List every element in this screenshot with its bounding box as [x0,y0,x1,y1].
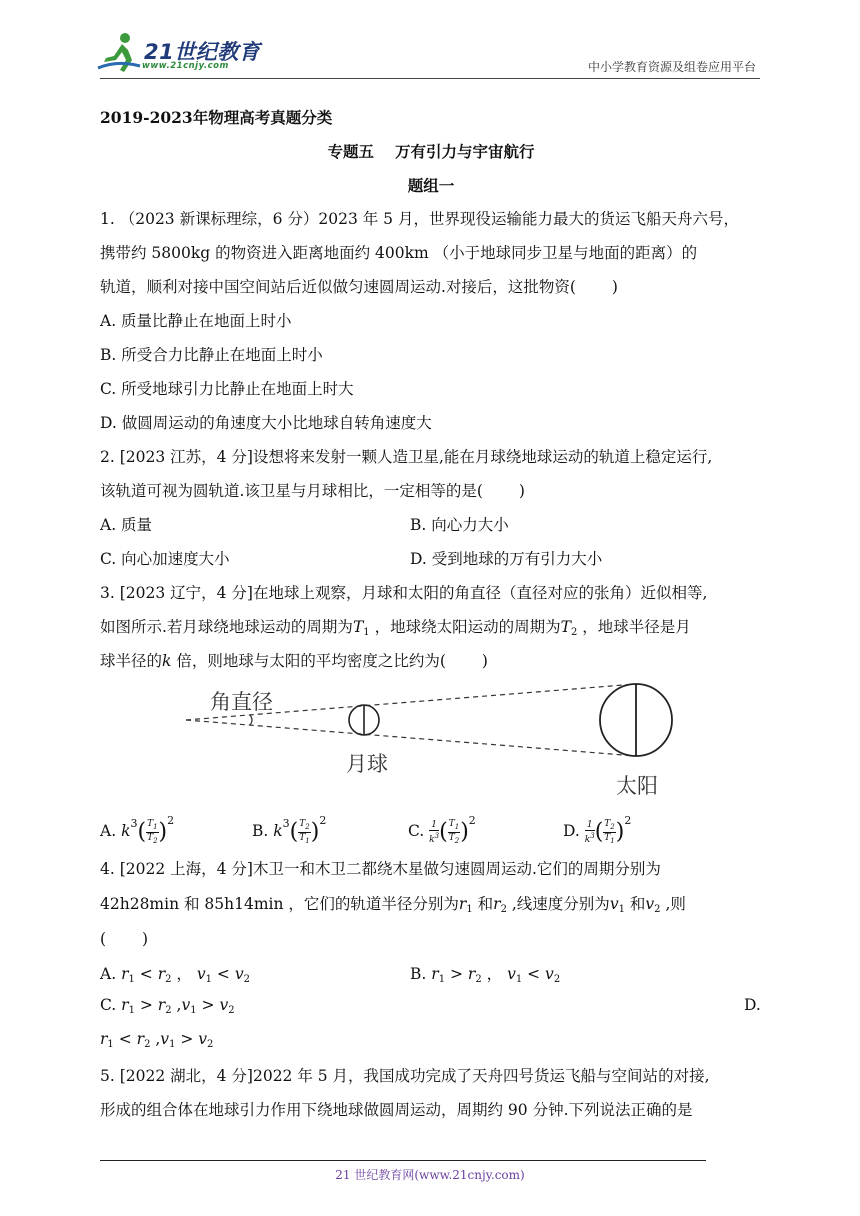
angular-diameter-figure [180,676,700,804]
header-divider [100,78,760,79]
q4-line2-part3: ,线速度分别为 [506,895,610,913]
q4-option-a: A. $r_1 < r_2$ ， $v_1 < v_2$ [100,965,250,985]
logo-text: 21世纪教育 [144,40,261,64]
q3-option-d-formula: $\frac{1}{k^3}$ ( $\frac{T_2}{T_1}$ )$^2$ [584,814,632,845]
q5-line2: 形成的组合体在地球引力作用下绕地球做圆周运动，周期约 90 分钟.下列说法正确的是 [100,1101,693,1119]
lower-sight-line [186,720,636,756]
q3-option-d [563,814,631,845]
q3-line2-part2: ，地球绕太阳运动的周期为 [369,618,561,636]
q2-option-d: D. 受到地球的万有引力大小 [410,550,603,568]
q4-option-b: B. $r_1 > r_2$ ， $v_1 < v_2$ [410,965,561,985]
topic-title: 专题五 万有引力与宇宙航行 [327,142,535,161]
sun-label: 太阳 [616,774,658,798]
q4-line2-part2: 和 [472,895,494,913]
symbol-T2: $T_2$ [560,618,578,638]
q3-option-c [408,814,476,845]
q3-line2-part3: ，地球半径是月 [577,618,691,636]
q3-option-a [100,814,174,845]
q2-option-b: B. 向心力大小 [410,516,509,534]
q4-line2-part4: 和 [624,895,646,913]
moon-label: 月球 [346,752,388,776]
q1-line2: 携带约 5800kg 的物资进入距离地面约 400km （小于地球同步卫星与地面的距离）的 [100,244,698,262]
q3-line3 [100,649,488,671]
symbol-r1: $r_1$ [458,895,473,915]
page-header [0,0,860,80]
footer-divider [100,1160,706,1161]
q4-option-d: $r_1 < r_2$ $,v_1 > v_2$ [100,1030,214,1050]
logo-url: www.21cnjy.com [142,61,229,71]
q3-option-a-label: A. [100,822,117,840]
q3-option-c-formula: $\frac{1}{k^3}$ ( $\frac{T_1}{T_2}$ )$^2$ [429,814,476,845]
q4-line2-part5: ,则 [660,895,686,913]
q1-option-a: A. 质量比静止在地面上时小 [100,312,292,330]
angular-diameter-label: 角直径 [210,690,273,714]
q2-option-a: A. 质量 [100,516,153,534]
q4-option-d-label: D. [744,996,761,1014]
runner-icon [92,30,144,76]
q1-line3: 轨道，顺利对接中国空间站后近似做匀速圆周运动.对接后，这批物资( ) [100,278,618,296]
q4-line1: 4. [2022 上海，4 分]木卫一和木卫二都绕木星做匀速圆周运动.它们的周期分别为 [100,860,661,878]
q2-line2: 该轨道可视为圆轨道.该卫星与月球相比，一定相等的是( ) [100,482,525,500]
q4-line2-part1: 42h28min 和 85h14min ，它们的轨道半径分别为 [100,895,459,913]
q1-option-c: C. 所受地球引力比静止在地面上时大 [100,380,354,398]
q3-line2 [100,615,691,638]
logo [92,30,262,76]
q3-option-c-label: C. [408,822,425,840]
q3-option-a-formula: $k^3$( $\frac{T_1}{T_2}$ )$^2$ [121,814,175,845]
symbol-v2: $v_2$ [645,895,661,915]
symbol-k: k [162,652,172,670]
q3-line3-part2: 倍，则地球与太阳的平均密度之比约为( ) [171,652,488,670]
series-title: 2019-2023年物理高考真题分类 [100,108,333,127]
q1-option-b: B. 所受合力比静止在地面上时小 [100,346,323,364]
q3-line3-part1: 球半径的 [100,652,163,670]
q1-option-d: D. 做圆周运动的角速度大小比地球自转角速度大 [100,414,432,432]
q3-option-b-label: B. [252,822,269,840]
q5-line1: 5. [2022 湖北，4 分]2022 年 5 月，我国成功完成了天舟四号货运飞船与空间站的对接, [100,1067,710,1085]
q4-option-c: C. $r_1 > r_2$ $,v_1 > v_2$ [100,996,235,1016]
q4-line2 [100,892,686,915]
angle-arc [250,715,252,725]
symbol-r2: $r_2$ [493,895,507,915]
q2-line1: 2. [2023 江苏，4 分]设想将来发射一颗人造卫星,能在月球绕地球运动的轨道上稳定运行, [100,448,713,466]
q3-option-d-label: D. [563,822,580,840]
page-footer: 21 世纪教育网(www.21cnjy.com) [335,1168,525,1182]
q4-line3: ( ) [100,930,149,948]
symbol-T1: $T_1$ [352,618,370,638]
q3-line2-part1: 如图所示.若月球绕地球运动的周期为 [100,618,353,636]
q1-line1: 1. （2023 新课标理综，6 分）2023 年 5 月，世界现役运输能力最大的货运飞船天舟六号， [100,210,739,228]
q3-option-b [252,814,326,845]
q3-option-b-formula: $k^3$( $\frac{T_2}{T_1}$ )$^2$ [273,814,327,845]
group-title: 题组一 [407,176,455,195]
q2-option-c: C. 向心加速度大小 [100,550,230,568]
q3-line1: 3. [2023 辽宁，4 分]在地球上观察，月球和太阳的角直径（直径对应的张角）近似相等, [100,584,708,602]
platform-name: 中小学教育资源及组卷应用平台 [587,60,756,74]
symbol-v1: $v_1$ [609,895,625,915]
